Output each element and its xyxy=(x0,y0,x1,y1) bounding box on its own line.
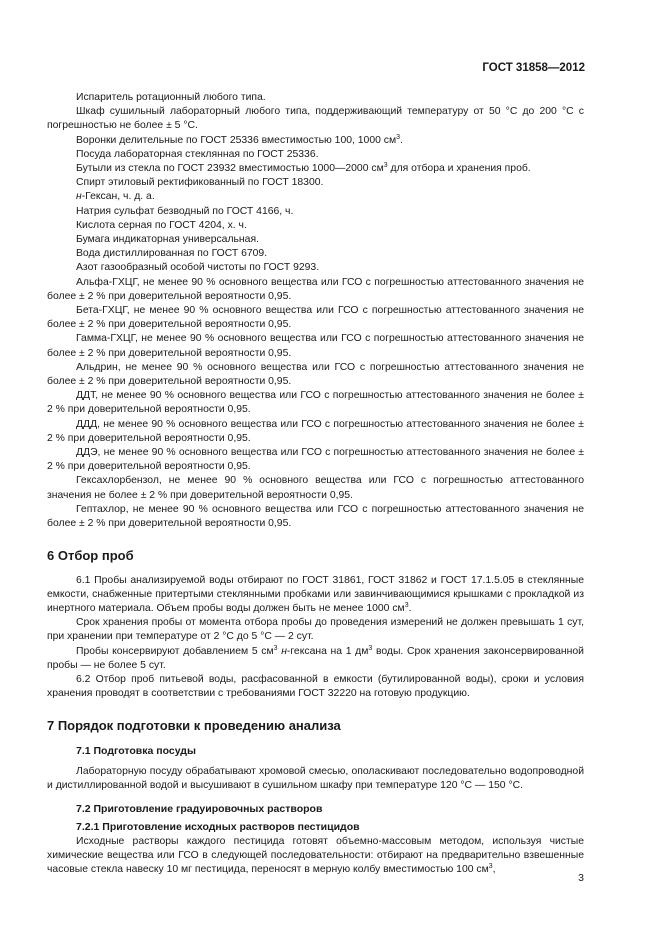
subsection-7-2-1-heading: 7.2.1 Приготовление исходных растворов пестицидов xyxy=(76,821,360,834)
paragraph: 6.2 Отбор проб питьевой воды, расфасованной в емкости (бутилированной воды), сроки и условия хранения проводят в соответствии с требованиями ГОСТ 32220 на готовую продукцию. xyxy=(47,673,584,700)
paragraph: Альфа-ГХЦГ, не менее 90 % основного вещества или ГСО с погрешностью аттестованного значения не более ± 2 % при доверительной вероятности 0,95. xyxy=(47,276,584,302)
paragraph: Пробы консервируют добавлением 5 $см^3$ н-гексана на 1 $дм^3$ воды. Срок хранения законсервированной пробы — не более 5 сут. xyxy=(47,644,584,671)
subsection-7-2-heading: 7.2 Приготовление градуировочных растворов xyxy=(76,803,323,816)
section-6-heading: 6 Отбор проб xyxy=(47,548,134,564)
paragraph: н-Гексан, ч. д. а. xyxy=(76,191,155,203)
paragraph: ДДЭ, не менее 90 % основного вещества или ГСО с погрешностью аттестованного значения не более ± 2 % при доверительной вероятности 0,95. xyxy=(47,447,584,473)
paragraph: Воронки делительные по ГОСТ 25336 вместимостью 100, 1000 $см^3$. xyxy=(76,133,403,146)
paragraph: Шкаф сушильный лабораторный любого типа, поддерживающий температуру от 50 °С до 200 °С с погрешностью не более ± 5 °С. xyxy=(47,106,584,132)
paragraph: Спирт этиловый ректификованный по ГОСТ 18300. xyxy=(76,177,324,189)
document-header: ГОСТ 31858—2012 xyxy=(482,62,585,74)
paragraph: Вода дистиллированная по ГОСТ 6709. xyxy=(76,248,268,260)
paragraph: Бумага индикаторная универсальная. xyxy=(76,234,259,246)
page-number: 3 xyxy=(578,872,584,884)
subsection-7-1-heading: 7.1 Подготовка посуды xyxy=(76,744,196,757)
paragraph: Лабораторную посуду обрабатывают хромовой смесью, ополаскивают последовательно водопроводной и дистиллированной водой и высушивают в сушильном шкафу при температуре 120 °С — 150 °С. xyxy=(47,765,584,791)
document-body xyxy=(47,91,584,877)
paragraph: Гептахлор, не менее 90 % основного вещества или ГСО с погрешностью аттестованного значения не более ± 2 % при доверительной вероятности 0,95. xyxy=(47,503,584,530)
paragraph: ДДТ, не менее 90 % основного вещества или ГСО с погрешностью аттестованного значения не более ± 2 % при доверительной вероятности 0,95. xyxy=(47,390,584,416)
paragraph: Азот газообразный особой чистоты по ГОСТ 9293. xyxy=(76,262,320,274)
paragraph: Исходные растворы каждого пестицида готовят объемно-массовым методом, используя чистые химические вещества или ГСО в следующей последовательности: отбирают на предварительно взвешенные часовые стекла навеску 10 мг пестицида, переносят в мерную колбу вместимостью 100 $см^3$, xyxy=(47,835,584,875)
paragraph: Срок хранения пробы от момента отбора пробы до проведения измерений не должен превышать 1 сут, при хранении при температуре от 2 °С до 5 °С — 2 сут. xyxy=(47,617,584,643)
paragraph: Гексахлорбензол, не менее 90 % основного вещества или ГСО с погрешностью аттестованного значения не более ± 2 % при доверительной вероятности 0,95. xyxy=(47,475,584,501)
paragraph: 6.1 Пробы анализируемой воды отбирают по ГОСТ 31861, ГОСТ 31862 и ГОСТ 17.1.5.05 в стеклянные емкости, снабженные притертыми стеклянными пробками или завинчивающимися крышками с прокладкой из инертного материала. Объем пробы воды должен быть не менее 1000 $см^3$. xyxy=(47,574,584,614)
paragraph: Посуда лабораторная стеклянная по ГОСТ 25336. xyxy=(76,148,319,160)
paragraph: Гамма-ГХЦГ, не менее 90 % основного вещества или ГСО с погрешностью аттестованного значения не более ± 2 % при доверительной вероятности 0,95. xyxy=(47,333,584,359)
paragraph: Испаритель ротационный любого типа. xyxy=(76,92,266,103)
section-7-heading: 7 Порядок подготовки к проведению анализа xyxy=(47,718,341,734)
paragraph: Натрия сульфат безводный по ГОСТ 4166, ч. xyxy=(76,205,294,217)
paragraph: Бета-ГХЦГ, не менее 90 % основного вещества или ГСО с погрешностью аттестованного значения не более ± 2 % при доверительной вероятности 0,95. xyxy=(47,305,584,331)
paragraph: Бутыли из стекла по ГОСТ 23932 вместимостью 1000—2000 $см^3$ для отбора и хранения проб. xyxy=(76,162,531,175)
paragraph: Кислота серная по ГОСТ 4204, х. ч. xyxy=(76,219,247,231)
paragraph: Альдрин, не менее 90 % основного вещества или ГСО с погрешностью аттестованного значения не более ± 2 % при доверительной вероятности 0,95. xyxy=(47,361,584,388)
paragraph: ДДД, не менее 90 % основного вещества или ГСО с погрешностью аттестованного значения не более ± 2 % при доверительной вероятности 0,95. xyxy=(47,418,584,444)
